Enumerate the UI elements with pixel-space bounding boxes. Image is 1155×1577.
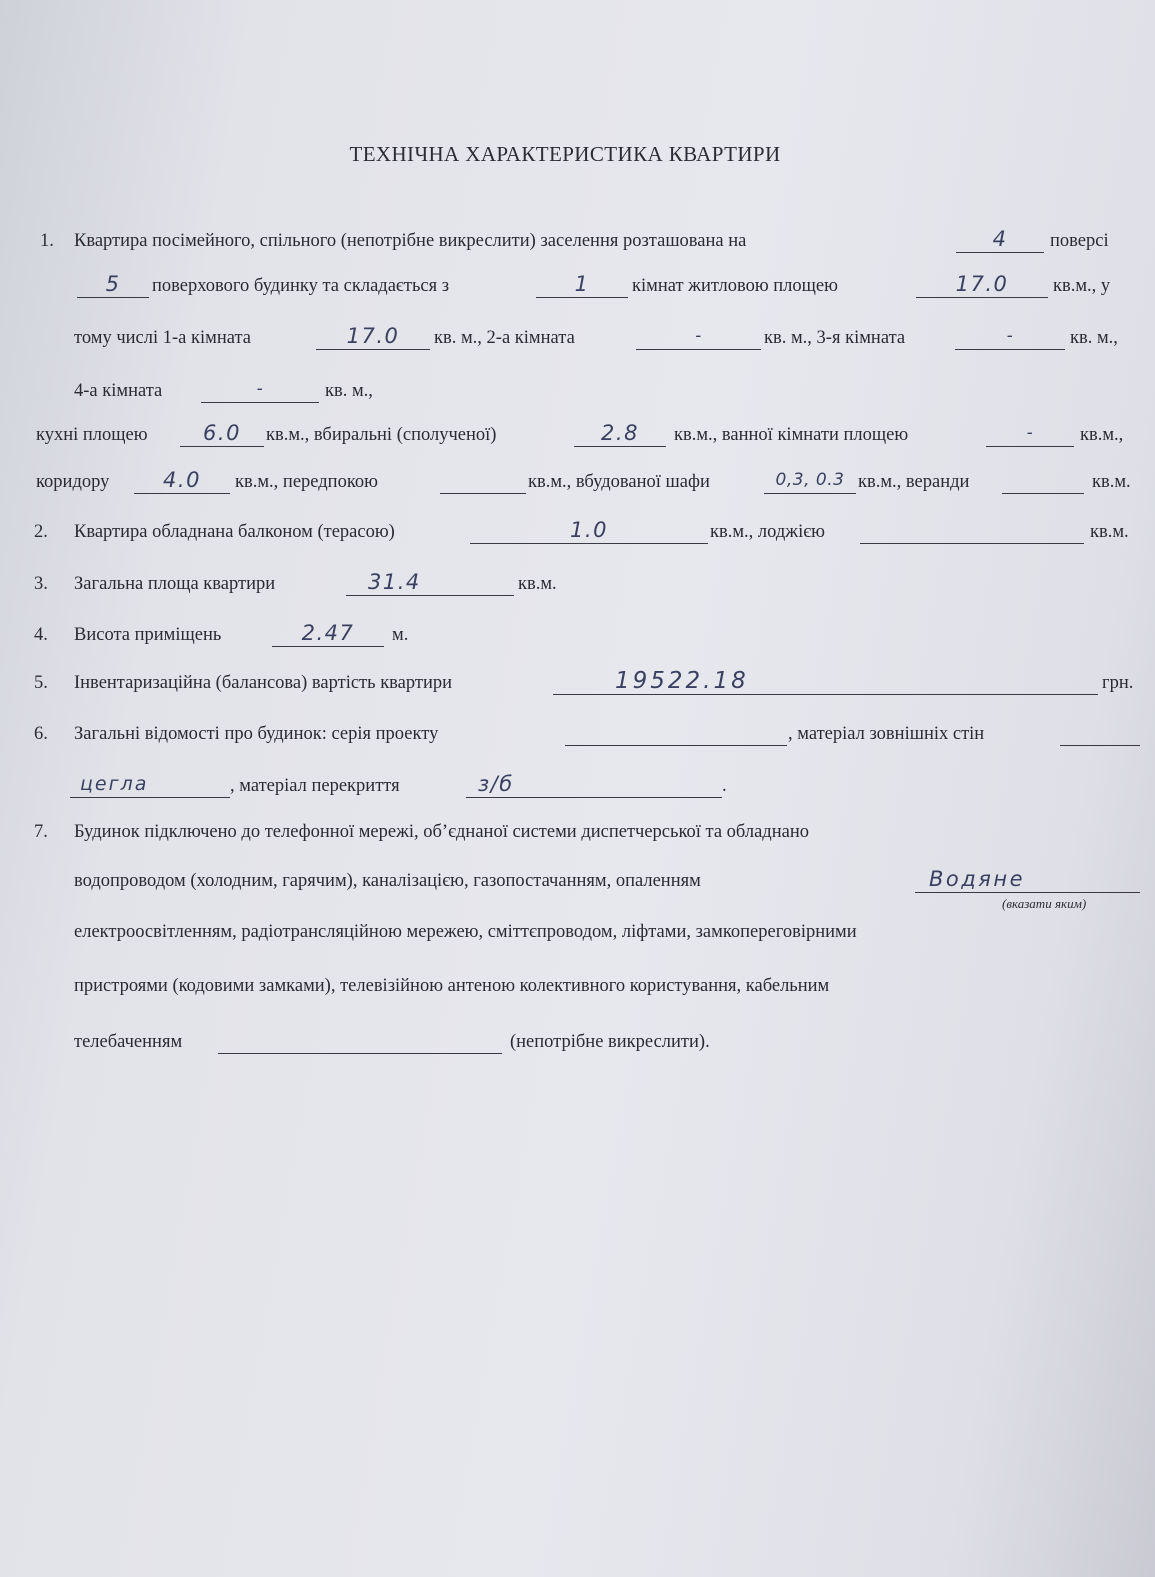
label: Загальні відомості про будинок: серія проекту [74,724,439,744]
label: 4-а кімната [74,381,163,401]
label: кв. м., 3-я кімната [764,328,906,348]
label: кв.м., [1080,425,1124,445]
label: кв.м. [1090,522,1129,542]
label: Інвентаризаційна (балансова) вартість квартири [74,673,453,693]
item-7-line-3 [0,917,1150,947]
heating-type-field[interactable]: Водяне [915,866,1140,893]
toilet-area-field[interactable]: 2.8 [574,420,666,447]
label: електроосвітленням, радіотрансляційною мережею, сміттєпроводом, ліфтами, замкопереговірними [74,922,857,942]
item-number: 4. [34,625,48,645]
label: кв.м., у [1053,276,1111,296]
label: кв. м., [325,381,373,401]
item-number: 1. [40,231,54,251]
item-1-line-3 [0,323,1150,353]
label: кв.м. [518,574,557,594]
item-1-line-1 [0,226,1150,256]
rooms-count-field[interactable]: 1 [536,271,628,298]
closet-area-field[interactable]: 0,3, 0.3 [764,467,856,494]
item-1-line-5 [0,420,1150,450]
label: Загальна площа квартири [74,574,276,594]
label: Будинок підключено до телефонної мережі, об’єднаної системи диспетчерської та обладнано [74,822,809,842]
balcony-area-field[interactable]: 1.0 [470,517,708,544]
label: кухні площею [36,425,148,445]
item-4-line [0,620,1150,650]
label: тому числі 1-а кімната [74,328,251,348]
item-number: 2. [34,522,48,542]
label: Квартира посімейного, спільного (непотрібне викреслити) заселення розташована на [74,231,747,251]
label: кв.м., веранди [858,472,970,492]
living-area-field[interactable]: 17.0 [916,271,1048,298]
item-number: 6. [34,724,48,744]
label: кв. м., 2-а кімната [434,328,575,348]
item-7-line-4 [0,971,1150,1001]
cable-tv-field[interactable] [218,1027,502,1054]
label: , матеріал зовнішніх стін [788,724,985,744]
label: телебаченням [74,1032,183,1052]
corridor-area-field[interactable]: 4.0 [134,467,230,494]
room-1-area-field[interactable]: 17.0 [316,323,430,350]
wall-material-blank-end [1060,719,1140,746]
label: кв. м., [1070,328,1118,348]
label: кв.м. [1092,472,1131,492]
label: (непотрібне викреслити). [510,1032,710,1052]
label: . [722,776,727,796]
veranda-area-field[interactable] [1002,467,1084,494]
label: водопроводом (холодним, гарячим), каналізацією, газопостачанням, опаленням [74,871,701,891]
item-7-line-2 [0,866,1150,896]
item-number: 5. [34,673,48,693]
label: м. [392,625,409,645]
label: поверсі [1050,231,1109,251]
floors-total-field[interactable]: 5 [77,271,149,298]
item-2-line [0,517,1150,547]
item-6-line-1 [0,719,1150,749]
item-1-line-4 [0,376,1150,406]
floor-field[interactable]: 4 [956,226,1044,253]
item-6-line-2 [0,771,1150,801]
inventory-value-field[interactable]: 19522.18 [553,668,1098,695]
label: поверхового будинку та складається з [152,276,450,296]
label: грн. [1102,673,1134,693]
room-3-area-field[interactable]: - [955,323,1065,350]
ceiling-material-field[interactable]: з/б [466,771,722,798]
project-series-field[interactable] [565,719,787,746]
label: кв.м., вбиральні (сполученої) [266,425,497,445]
total-area-field[interactable]: 31.4 [346,569,514,596]
room-2-area-field[interactable]: - [636,323,761,350]
label: кімнат житловою площею [632,276,838,296]
wall-material-field[interactable]: цегла [70,771,230,798]
heating-note: (вказати яким) [1002,896,1087,911]
kitchen-area-field[interactable]: 6.0 [180,420,264,447]
ceiling-height-field[interactable]: 2.47 [272,620,384,647]
label: , матеріал перекриття [230,776,400,796]
hallway-area-field[interactable] [440,467,526,494]
label: кв.м., передпокою [235,472,378,492]
label: кв.м., вбудованої шафи [528,472,710,492]
item-number: 3. [34,574,48,594]
item-7-line-1 [0,817,1150,847]
item-3-line [0,569,1150,599]
bathroom-area-field[interactable]: - [986,420,1074,447]
label: Висота приміщень [74,625,222,645]
label: кв.м., ванної кімнати площею [674,425,909,445]
label: кв.м., лоджією [710,522,825,542]
loggia-area-field[interactable] [860,517,1084,544]
item-1-line-6 [0,467,1150,497]
page-title: ТЕХНІЧНА ХАРАКТЕРИСТИКА КВАРТИРИ [349,142,781,166]
item-1-line-2 [0,271,1150,301]
item-number: 7. [34,822,48,842]
item-7-line-5 [0,1027,1150,1057]
label: пристроями (кодовими замками), телевізійною антеною колективного користування, кабельним [74,976,830,996]
label: Квартира обладнана балконом (терасою) [74,522,395,542]
label: коридору [36,472,110,492]
item-5-line [0,668,1150,698]
room-4-area-field[interactable]: - [201,376,319,403]
